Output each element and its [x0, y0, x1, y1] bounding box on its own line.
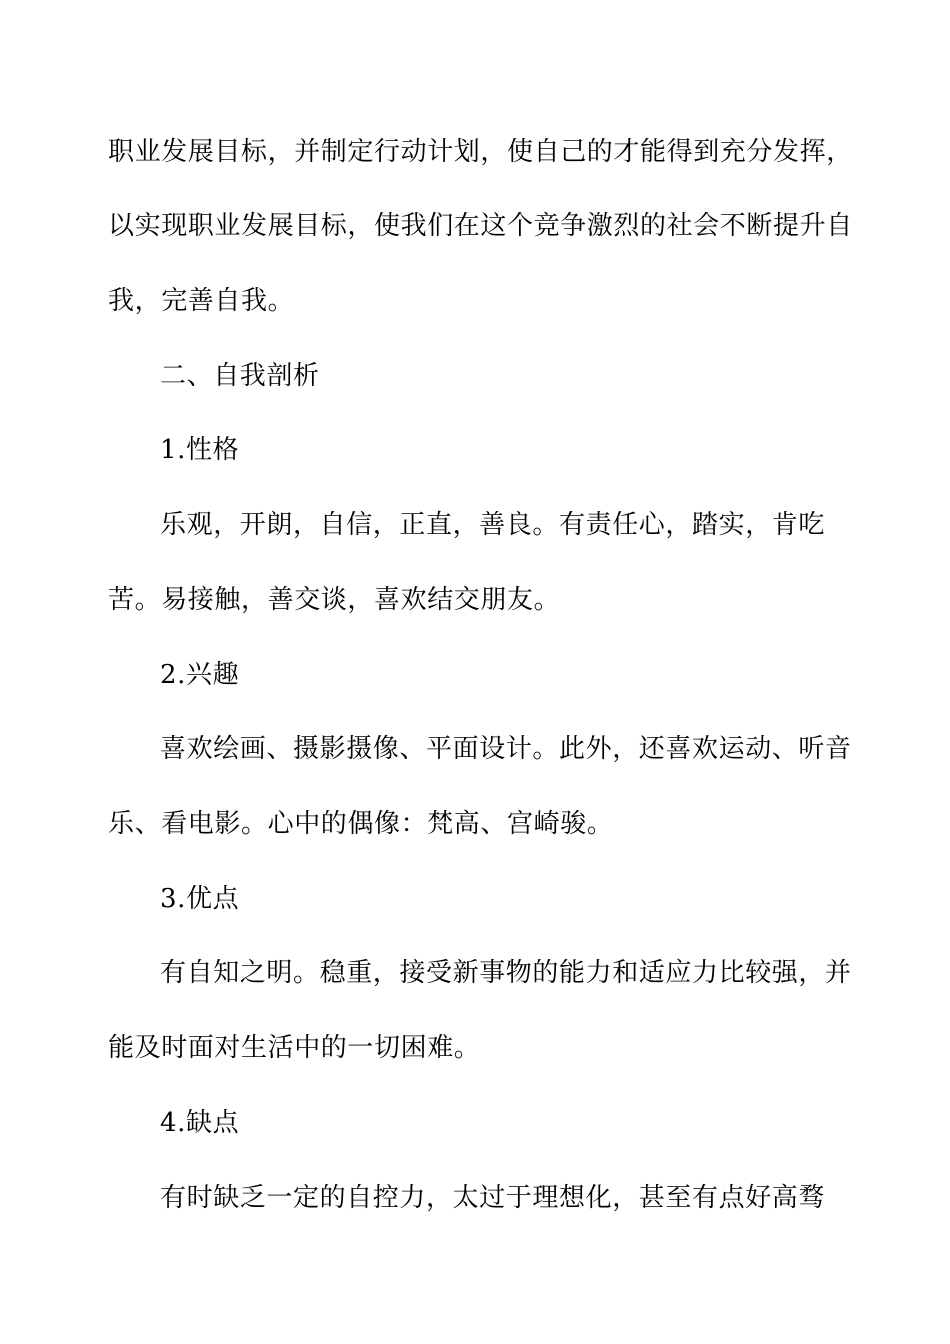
subsection-heading: 4.缺点: [160, 1108, 240, 1138]
paragraph-line: 有时缺乏一定的自控力，太过于理想化，甚至有点好高骛: [160, 1183, 826, 1213]
paragraph-line: 乐、看电影。心中的偶像：梵高、宫崎骏。: [108, 809, 614, 839]
paragraph-line: 喜欢绘画、摄影摄像、平面设计。此外，还喜欢运动、听音: [160, 734, 852, 764]
paragraph-line: 能及时面对生活中的一切困难。: [108, 1033, 481, 1063]
subsection-heading: 1.性格: [160, 435, 240, 465]
paragraph-line: 职业发展目标，并制定行动计划，使自己的才能得到充分发挥，: [108, 137, 853, 167]
paragraph-line: 苦。易接触，善交谈，喜欢结交朋友。: [108, 585, 561, 615]
subsection-heading: 3.优点: [160, 884, 240, 914]
paragraph-line: 有自知之明。稳重，接受新事物的能力和适应力比较强，并: [160, 958, 852, 988]
paragraph-line: 以实现职业发展目标，使我们在这个竞争激烈的社会不断提升自: [108, 211, 853, 241]
section-heading: 二、自我剖析: [160, 361, 320, 391]
paragraph-line: 乐观，开朗，自信，正直，善良。有责任心，踏实，肯吃: [160, 510, 826, 540]
subsection-heading: 2.兴趣: [160, 660, 240, 690]
paragraph-line: 我，完善自我。: [108, 286, 295, 316]
